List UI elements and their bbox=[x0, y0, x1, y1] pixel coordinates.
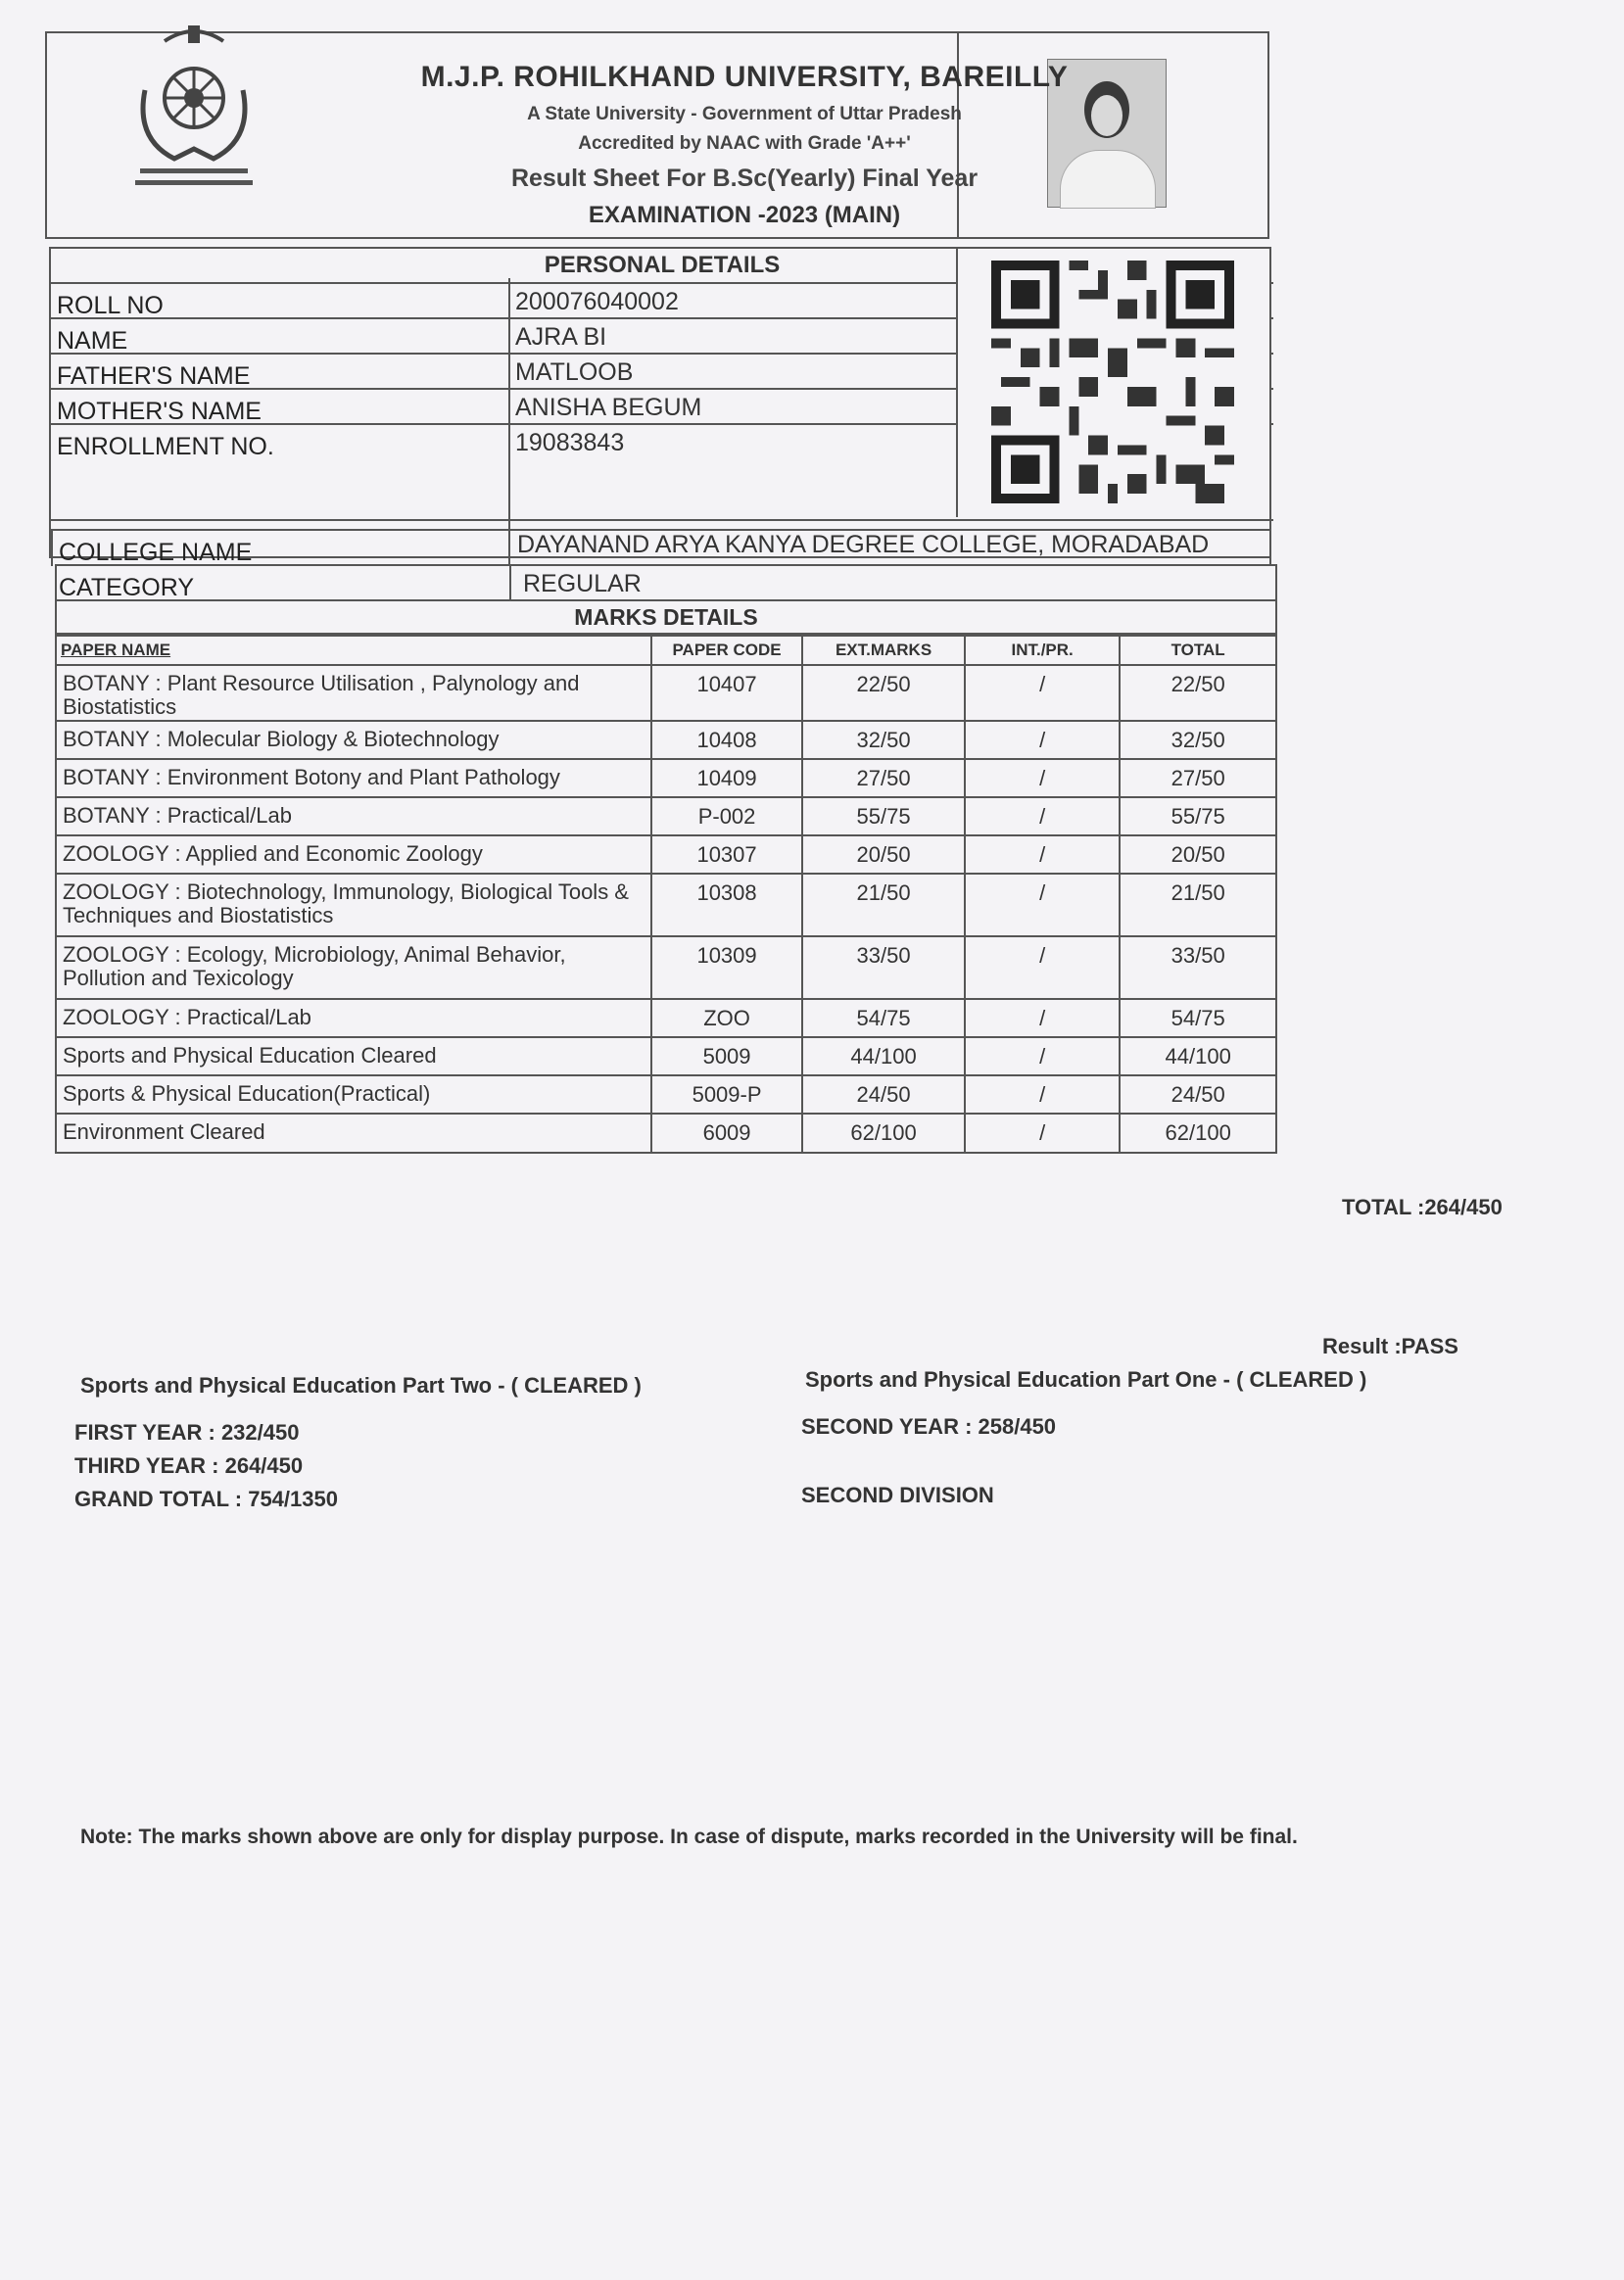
total-cell: 20/50 bbox=[1120, 835, 1275, 874]
university-name: M.J.P. ROHILKHAND UNIVERSITY, BAREILLY bbox=[420, 61, 1069, 93]
exam-title: EXAMINATION -2023 (MAIN) bbox=[588, 202, 901, 228]
qr-code-icon bbox=[991, 261, 1234, 503]
category-value: REGULAR bbox=[523, 570, 642, 597]
int-pr-cell: / bbox=[965, 1114, 1120, 1152]
paper-code-cell: ZOO bbox=[651, 999, 802, 1037]
table-row bbox=[57, 835, 1275, 874]
paper-name-cell: Environment Cleared bbox=[57, 1114, 651, 1152]
paper-code-cell: 10407 bbox=[651, 665, 802, 721]
university-logo-icon bbox=[106, 22, 282, 198]
int-pr-cell: / bbox=[965, 874, 1120, 936]
table-row bbox=[57, 759, 1275, 797]
total-cell: 44/100 bbox=[1120, 1037, 1275, 1075]
table-row bbox=[57, 1037, 1275, 1075]
paper-name-cell: BOTANY : Plant Resource Utilisation , Palynology and Biostatistics bbox=[57, 665, 651, 721]
total-cell: 54/75 bbox=[1120, 999, 1275, 1037]
ext-marks-cell: 20/50 bbox=[802, 835, 965, 874]
second-year-total: SECOND YEAR : 258/450 bbox=[801, 1414, 1057, 1439]
ext-marks-cell: 62/100 bbox=[802, 1114, 965, 1152]
table-row bbox=[57, 936, 1275, 999]
paper-code-cell: 10308 bbox=[651, 874, 802, 936]
father-label: FATHER'S NAME bbox=[57, 362, 251, 390]
marks-table bbox=[57, 635, 1275, 1152]
paper-name-cell: ZOOLOGY : Ecology, Microbiology, Animal Behavior, Pollution and Texicology bbox=[57, 936, 651, 999]
col-paper-code: PAPER CODE bbox=[651, 636, 802, 665]
total-cell: 22/50 bbox=[1120, 665, 1275, 721]
first-year-total: FIRST YEAR : 232/450 bbox=[74, 1420, 300, 1445]
total-cell: 32/50 bbox=[1120, 721, 1275, 759]
int-pr-cell: / bbox=[965, 1037, 1120, 1075]
ext-marks-cell: 54/75 bbox=[802, 999, 965, 1037]
paper-code-cell: 10307 bbox=[651, 835, 802, 874]
marks-header-row bbox=[57, 636, 1275, 665]
sports-part-one: Sports and Physical Education Part One - ( CLEARED ) bbox=[805, 1367, 1367, 1392]
personal-details bbox=[49, 247, 1271, 558]
row-college bbox=[51, 529, 1271, 566]
paper-name-cell: BOTANY : Practical/Lab bbox=[57, 797, 651, 835]
paper-code-cell: 6009 bbox=[651, 1114, 802, 1152]
grand-total: GRAND TOTAL : 754/1350 bbox=[74, 1487, 338, 1511]
marks-details bbox=[55, 564, 1277, 1154]
university-subtitle: A State University - Government of Uttar Pradesh bbox=[527, 104, 962, 124]
disclaimer-note: Note: The marks shown above are only for display purpose. In case of dispute, marks recorded in the University will be final. bbox=[80, 1826, 1298, 1848]
table-row bbox=[57, 999, 1275, 1037]
paper-name-cell: ZOOLOGY : Biotechnology, Immunology, Biological Tools & Techniques and Biostatistics bbox=[57, 874, 651, 936]
enrollment-value: 19083843 bbox=[515, 429, 625, 456]
paper-name-cell: Sports & Physical Education(Practical) bbox=[57, 1075, 651, 1114]
table-row bbox=[57, 797, 1275, 835]
row-separator bbox=[51, 519, 1273, 521]
int-pr-cell: / bbox=[965, 936, 1120, 999]
paper-name-cell: BOTANY : Molecular Biology & Biotechnology bbox=[57, 721, 651, 759]
father-value: MATLOOB bbox=[515, 358, 634, 386]
total-cell: 62/100 bbox=[1120, 1114, 1275, 1152]
int-pr-cell: / bbox=[965, 665, 1120, 721]
table-row bbox=[57, 721, 1275, 759]
sheet-title: Result Sheet For B.Sc(Yearly) Final Year bbox=[510, 165, 979, 192]
ext-marks-cell: 22/50 bbox=[802, 665, 965, 721]
int-pr-cell: / bbox=[965, 797, 1120, 835]
total-cell: 27/50 bbox=[1120, 759, 1275, 797]
marks-heading: MARKS DETAILS bbox=[57, 601, 1275, 635]
mother-label: MOTHER'S NAME bbox=[57, 398, 262, 425]
name-value: AJRA BI bbox=[515, 323, 607, 351]
paper-name-cell: ZOOLOGY : Practical/Lab bbox=[57, 999, 651, 1037]
mother-value: ANISHA BEGUM bbox=[515, 394, 702, 421]
college-value: DAYANAND ARYA KANYA DEGREE COLLEGE, MORADABAD bbox=[517, 531, 1210, 558]
table-row bbox=[57, 1075, 1275, 1114]
int-pr-cell: / bbox=[965, 999, 1120, 1037]
ext-marks-cell: 44/100 bbox=[802, 1037, 965, 1075]
col-total: TOTAL bbox=[1120, 636, 1275, 665]
paper-name-cell: BOTANY : Environment Botony and Plant Pathology bbox=[57, 759, 651, 797]
int-pr-cell: / bbox=[965, 835, 1120, 874]
total-cell: 24/50 bbox=[1120, 1075, 1275, 1114]
roll-value: 200076040002 bbox=[515, 288, 679, 315]
roll-label: ROLL NO bbox=[57, 292, 164, 319]
paper-code-cell: 10309 bbox=[651, 936, 802, 999]
enrollment-label: ENROLLMENT NO. bbox=[57, 433, 274, 460]
paper-code-cell: P-002 bbox=[651, 797, 802, 835]
paper-code-cell: 5009 bbox=[651, 1037, 802, 1075]
name-label: NAME bbox=[57, 327, 128, 355]
personal-heading: PERSONAL DETAILS bbox=[544, 252, 781, 278]
total-cell: 33/50 bbox=[1120, 936, 1275, 999]
col-int-pr: INT./PR. bbox=[965, 636, 1120, 665]
ext-marks-cell: 24/50 bbox=[802, 1075, 965, 1114]
col-paper-name: PAPER NAME bbox=[57, 636, 651, 665]
ext-marks-cell: 33/50 bbox=[802, 936, 965, 999]
total-cell: 55/75 bbox=[1120, 797, 1275, 835]
paper-code-cell: 10408 bbox=[651, 721, 802, 759]
int-pr-cell: / bbox=[965, 721, 1120, 759]
paper-name-cell: ZOOLOGY : Applied and Economic Zoology bbox=[57, 835, 651, 874]
qr-cell bbox=[956, 249, 1269, 517]
division: SECOND DIVISION bbox=[801, 1483, 994, 1507]
table-row bbox=[57, 1114, 1275, 1152]
table-row bbox=[57, 874, 1275, 936]
grand-result-total: TOTAL :264/450 bbox=[1342, 1195, 1503, 1219]
third-year-total: THIRD YEAR : 264/450 bbox=[74, 1453, 304, 1478]
ext-marks-cell: 27/50 bbox=[802, 759, 965, 797]
ext-marks-cell: 55/75 bbox=[802, 797, 965, 835]
sports-part-two: Sports and Physical Education Part Two - ( CLEARED ) bbox=[80, 1373, 642, 1398]
row-category bbox=[57, 564, 1275, 601]
col-ext-marks: EXT.MARKS bbox=[802, 636, 965, 665]
college-label: COLLEGE NAME bbox=[59, 539, 253, 566]
paper-code-cell: 5009-P bbox=[651, 1075, 802, 1114]
ext-marks-cell: 32/50 bbox=[802, 721, 965, 759]
ext-marks-cell: 21/50 bbox=[802, 874, 965, 936]
result-status: Result :PASS bbox=[1322, 1334, 1458, 1358]
int-pr-cell: / bbox=[965, 1075, 1120, 1114]
accreditation: Accredited by NAAC with Grade 'A++' bbox=[578, 133, 911, 154]
paper-code-cell: 10409 bbox=[651, 759, 802, 797]
paper-name-cell: Sports and Physical Education Cleared bbox=[57, 1037, 651, 1075]
total-cell: 21/50 bbox=[1120, 874, 1275, 936]
category-label: CATEGORY bbox=[59, 574, 194, 601]
table-row bbox=[57, 665, 1275, 721]
int-pr-cell: / bbox=[965, 759, 1120, 797]
